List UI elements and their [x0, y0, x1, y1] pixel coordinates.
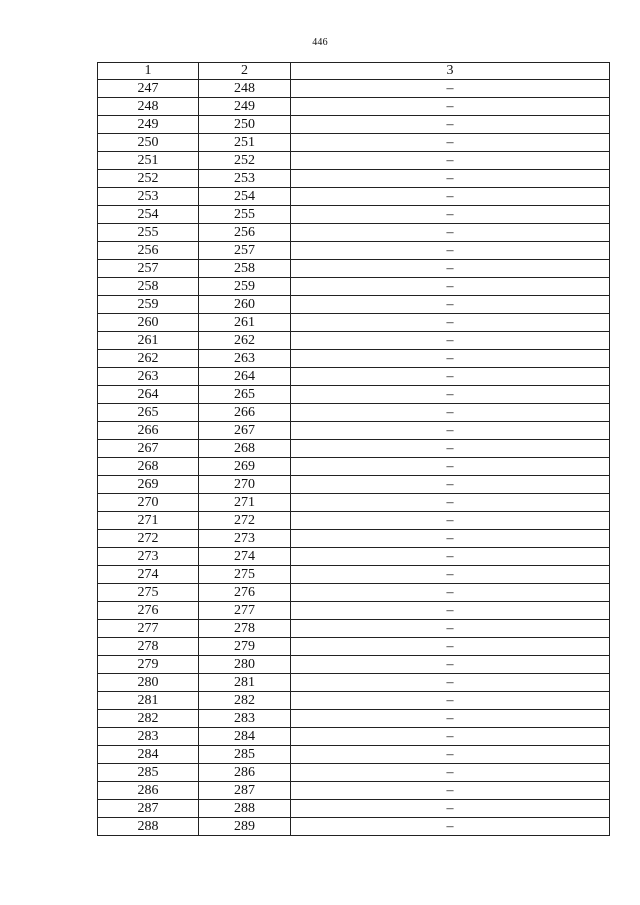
- table-cell-col-3: –: [291, 134, 610, 152]
- table-cell-col-3: –: [291, 800, 610, 818]
- table-cell-col-3: –: [291, 458, 610, 476]
- table-cell-col-2: 266: [199, 404, 291, 422]
- table-cell-col-3: –: [291, 782, 610, 800]
- table-cell-col-2: 254: [199, 188, 291, 206]
- table-cell-col-2: 255: [199, 206, 291, 224]
- table-cell-col-2: 251: [199, 134, 291, 152]
- table-cell-col-1: 265: [98, 404, 199, 422]
- table-row: [98, 170, 610, 188]
- table-cell-col-1: 277: [98, 620, 199, 638]
- table-row: [98, 116, 610, 134]
- table-row: [98, 692, 610, 710]
- table-cell-col-2: 276: [199, 584, 291, 602]
- table-cell-col-1: 287: [98, 800, 199, 818]
- table-cell-col-2: 275: [199, 566, 291, 584]
- table-cell-col-2: 249: [199, 98, 291, 116]
- table-cell-col-1: 274: [98, 566, 199, 584]
- table-cell-col-1: 260: [98, 314, 199, 332]
- table-row: [98, 494, 610, 512]
- table-cell-col-1: 279: [98, 656, 199, 674]
- table-cell-col-3: –: [291, 692, 610, 710]
- table-cell-col-1: 268: [98, 458, 199, 476]
- table-cell-col-2: 271: [199, 494, 291, 512]
- table-row: [98, 674, 610, 692]
- table-cell-col-3: –: [291, 710, 610, 728]
- table-cell-col-2: 286: [199, 764, 291, 782]
- table-cell-col-2: 274: [199, 548, 291, 566]
- table-cell-col-2: 270: [199, 476, 291, 494]
- table-cell-col-2: 278: [199, 620, 291, 638]
- table-row: [98, 332, 610, 350]
- table-cell-col-2: 264: [199, 368, 291, 386]
- table-cell-col-3: –: [291, 278, 610, 296]
- table-cell-col-1: 254: [98, 206, 199, 224]
- table-cell-col-3: –: [291, 566, 610, 584]
- table-cell-col-3: –: [291, 674, 610, 692]
- table-row: [98, 548, 610, 566]
- table-cell-col-1: 270: [98, 494, 199, 512]
- table-cell-col-3: –: [291, 152, 610, 170]
- table-cell-col-3: –: [291, 512, 610, 530]
- table-row: [98, 800, 610, 818]
- table-cell-col-2: 284: [199, 728, 291, 746]
- table-cell-col-1: 273: [98, 548, 199, 566]
- table-cell-col-3: –: [291, 422, 610, 440]
- table-row: [98, 368, 610, 386]
- table-cell-col-1: 276: [98, 602, 199, 620]
- table-cell-col-2: 259: [199, 278, 291, 296]
- table-cell-col-1: 281: [98, 692, 199, 710]
- page-number: 446: [312, 37, 328, 48]
- table-row: [98, 584, 610, 602]
- table-row: [98, 710, 610, 728]
- table-row: [98, 206, 610, 224]
- table-row: [98, 224, 610, 242]
- table-row: [98, 134, 610, 152]
- table-row: [98, 278, 610, 296]
- table-cell-col-1: 267: [98, 440, 199, 458]
- table-cell-col-1: 252: [98, 170, 199, 188]
- table-cell-col-3: –: [291, 818, 610, 836]
- table-cell-col-3: –: [291, 548, 610, 566]
- table-cell-col-3: –: [291, 584, 610, 602]
- table-cell-col-3: –: [291, 386, 610, 404]
- table-row: [98, 458, 610, 476]
- table-cell-col-2: 272: [199, 512, 291, 530]
- table-cell-col-1: 264: [98, 386, 199, 404]
- table-cell-col-2: 281: [199, 674, 291, 692]
- table-cell-col-3: –: [291, 332, 610, 350]
- table-cell-col-3: –: [291, 728, 610, 746]
- table-cell-col-3: –: [291, 656, 610, 674]
- table-cell-col-1: 272: [98, 530, 199, 548]
- table-cell-col-3: –: [291, 188, 610, 206]
- table-row: [98, 386, 610, 404]
- table-row: [98, 314, 610, 332]
- table-header: [98, 63, 610, 80]
- table-cell-col-1: 284: [98, 746, 199, 764]
- table-cell-col-2: 250: [199, 116, 291, 134]
- table-row: [98, 476, 610, 494]
- table-row: [98, 782, 610, 800]
- table-cell-col-3: –: [291, 80, 610, 98]
- table-row: [98, 530, 610, 548]
- table-row: [98, 242, 610, 260]
- table-cell-col-3: –: [291, 764, 610, 782]
- table-cell-col-2: 253: [199, 170, 291, 188]
- column-header-2: 2: [199, 63, 291, 80]
- table-cell-col-1: 283: [98, 728, 199, 746]
- table-row: [98, 188, 610, 206]
- table-row: [98, 764, 610, 782]
- table-cell-col-2: 280: [199, 656, 291, 674]
- table-cell-col-2: 252: [199, 152, 291, 170]
- table-row: [98, 440, 610, 458]
- data-table: [97, 62, 610, 836]
- table-cell-col-1: 255: [98, 224, 199, 242]
- table-cell-col-3: –: [291, 350, 610, 368]
- column-header-3: 3: [291, 63, 610, 80]
- table-cell-col-1: 251: [98, 152, 199, 170]
- table-row: [98, 566, 610, 584]
- table-cell-col-3: –: [291, 242, 610, 260]
- table-row: [98, 728, 610, 746]
- table-cell-col-3: –: [291, 116, 610, 134]
- table-cell-col-2: 285: [199, 746, 291, 764]
- table-row: [98, 152, 610, 170]
- table-row: [98, 818, 610, 836]
- table-cell-col-1: 288: [98, 818, 199, 836]
- table-cell-col-2: 273: [199, 530, 291, 548]
- table-cell-col-1: 271: [98, 512, 199, 530]
- table-cell-col-3: –: [291, 296, 610, 314]
- table-cell-col-2: 256: [199, 224, 291, 242]
- table-cell-col-2: 260: [199, 296, 291, 314]
- table-cell-col-3: –: [291, 98, 610, 116]
- table-cell-col-1: 275: [98, 584, 199, 602]
- table-row: [98, 260, 610, 278]
- table-cell-col-2: 277: [199, 602, 291, 620]
- table-cell-col-1: 262: [98, 350, 199, 368]
- table-cell-col-1: 248: [98, 98, 199, 116]
- table-row: [98, 350, 610, 368]
- table-cell-col-1: 282: [98, 710, 199, 728]
- table-row: [98, 512, 610, 530]
- table-cell-col-2: 248: [199, 80, 291, 98]
- table-cell-col-1: 263: [98, 368, 199, 386]
- table-cell-col-3: –: [291, 404, 610, 422]
- table-cell-col-1: 259: [98, 296, 199, 314]
- table-cell-col-3: –: [291, 602, 610, 620]
- table-cell-col-2: 258: [199, 260, 291, 278]
- table-row: [98, 80, 610, 98]
- table-cell-col-2: 261: [199, 314, 291, 332]
- table-cell-col-1: 280: [98, 674, 199, 692]
- table-row: [98, 98, 610, 116]
- table-cell-col-2: 262: [199, 332, 291, 350]
- table-cell-col-1: 261: [98, 332, 199, 350]
- table-cell-col-3: –: [291, 638, 610, 656]
- column-header-1: 1: [98, 63, 199, 80]
- table-cell-col-2: 269: [199, 458, 291, 476]
- table-cell-col-3: –: [291, 620, 610, 638]
- table-row: [98, 404, 610, 422]
- table-row: [98, 638, 610, 656]
- table-cell-col-3: –: [291, 170, 610, 188]
- table-row: [98, 656, 610, 674]
- table-cell-col-2: 283: [199, 710, 291, 728]
- table-cell-col-3: –: [291, 494, 610, 512]
- table-cell-col-1: 257: [98, 260, 199, 278]
- table-cell-col-1: 247: [98, 80, 199, 98]
- table-cell-col-1: 249: [98, 116, 199, 134]
- table-cell-col-1: 278: [98, 638, 199, 656]
- table-cell-col-3: –: [291, 476, 610, 494]
- table-cell-col-2: 268: [199, 440, 291, 458]
- header-row: [98, 63, 610, 80]
- table-cell-col-2: 279: [199, 638, 291, 656]
- table-row: [98, 620, 610, 638]
- table-cell-col-3: –: [291, 206, 610, 224]
- table-cell-col-1: 269: [98, 476, 199, 494]
- table-cell-col-2: 288: [199, 800, 291, 818]
- table-cell-col-2: 287: [199, 782, 291, 800]
- table-cell-col-1: 285: [98, 764, 199, 782]
- table-cell-col-1: 250: [98, 134, 199, 152]
- table-cell-col-2: 267: [199, 422, 291, 440]
- table-cell-col-3: –: [291, 746, 610, 764]
- table-cell-col-2: 265: [199, 386, 291, 404]
- table-cell-col-1: 253: [98, 188, 199, 206]
- table-cell-col-3: –: [291, 530, 610, 548]
- table-cell-col-1: 286: [98, 782, 199, 800]
- table-cell-col-2: 289: [199, 818, 291, 836]
- table-cell-col-3: –: [291, 368, 610, 386]
- table-row: [98, 602, 610, 620]
- table-cell-col-2: 263: [199, 350, 291, 368]
- table-cell-col-3: –: [291, 314, 610, 332]
- table-cell-col-3: –: [291, 260, 610, 278]
- table-cell-col-3: –: [291, 440, 610, 458]
- table-cell-col-3: –: [291, 224, 610, 242]
- table-body: [98, 80, 610, 836]
- table-cell-col-1: 266: [98, 422, 199, 440]
- table-cell-col-1: 256: [98, 242, 199, 260]
- table-cell-col-2: 257: [199, 242, 291, 260]
- table-cell-col-1: 258: [98, 278, 199, 296]
- table-cell-col-2: 282: [199, 692, 291, 710]
- table-row: [98, 746, 610, 764]
- table-row: [98, 422, 610, 440]
- table-row: [98, 296, 610, 314]
